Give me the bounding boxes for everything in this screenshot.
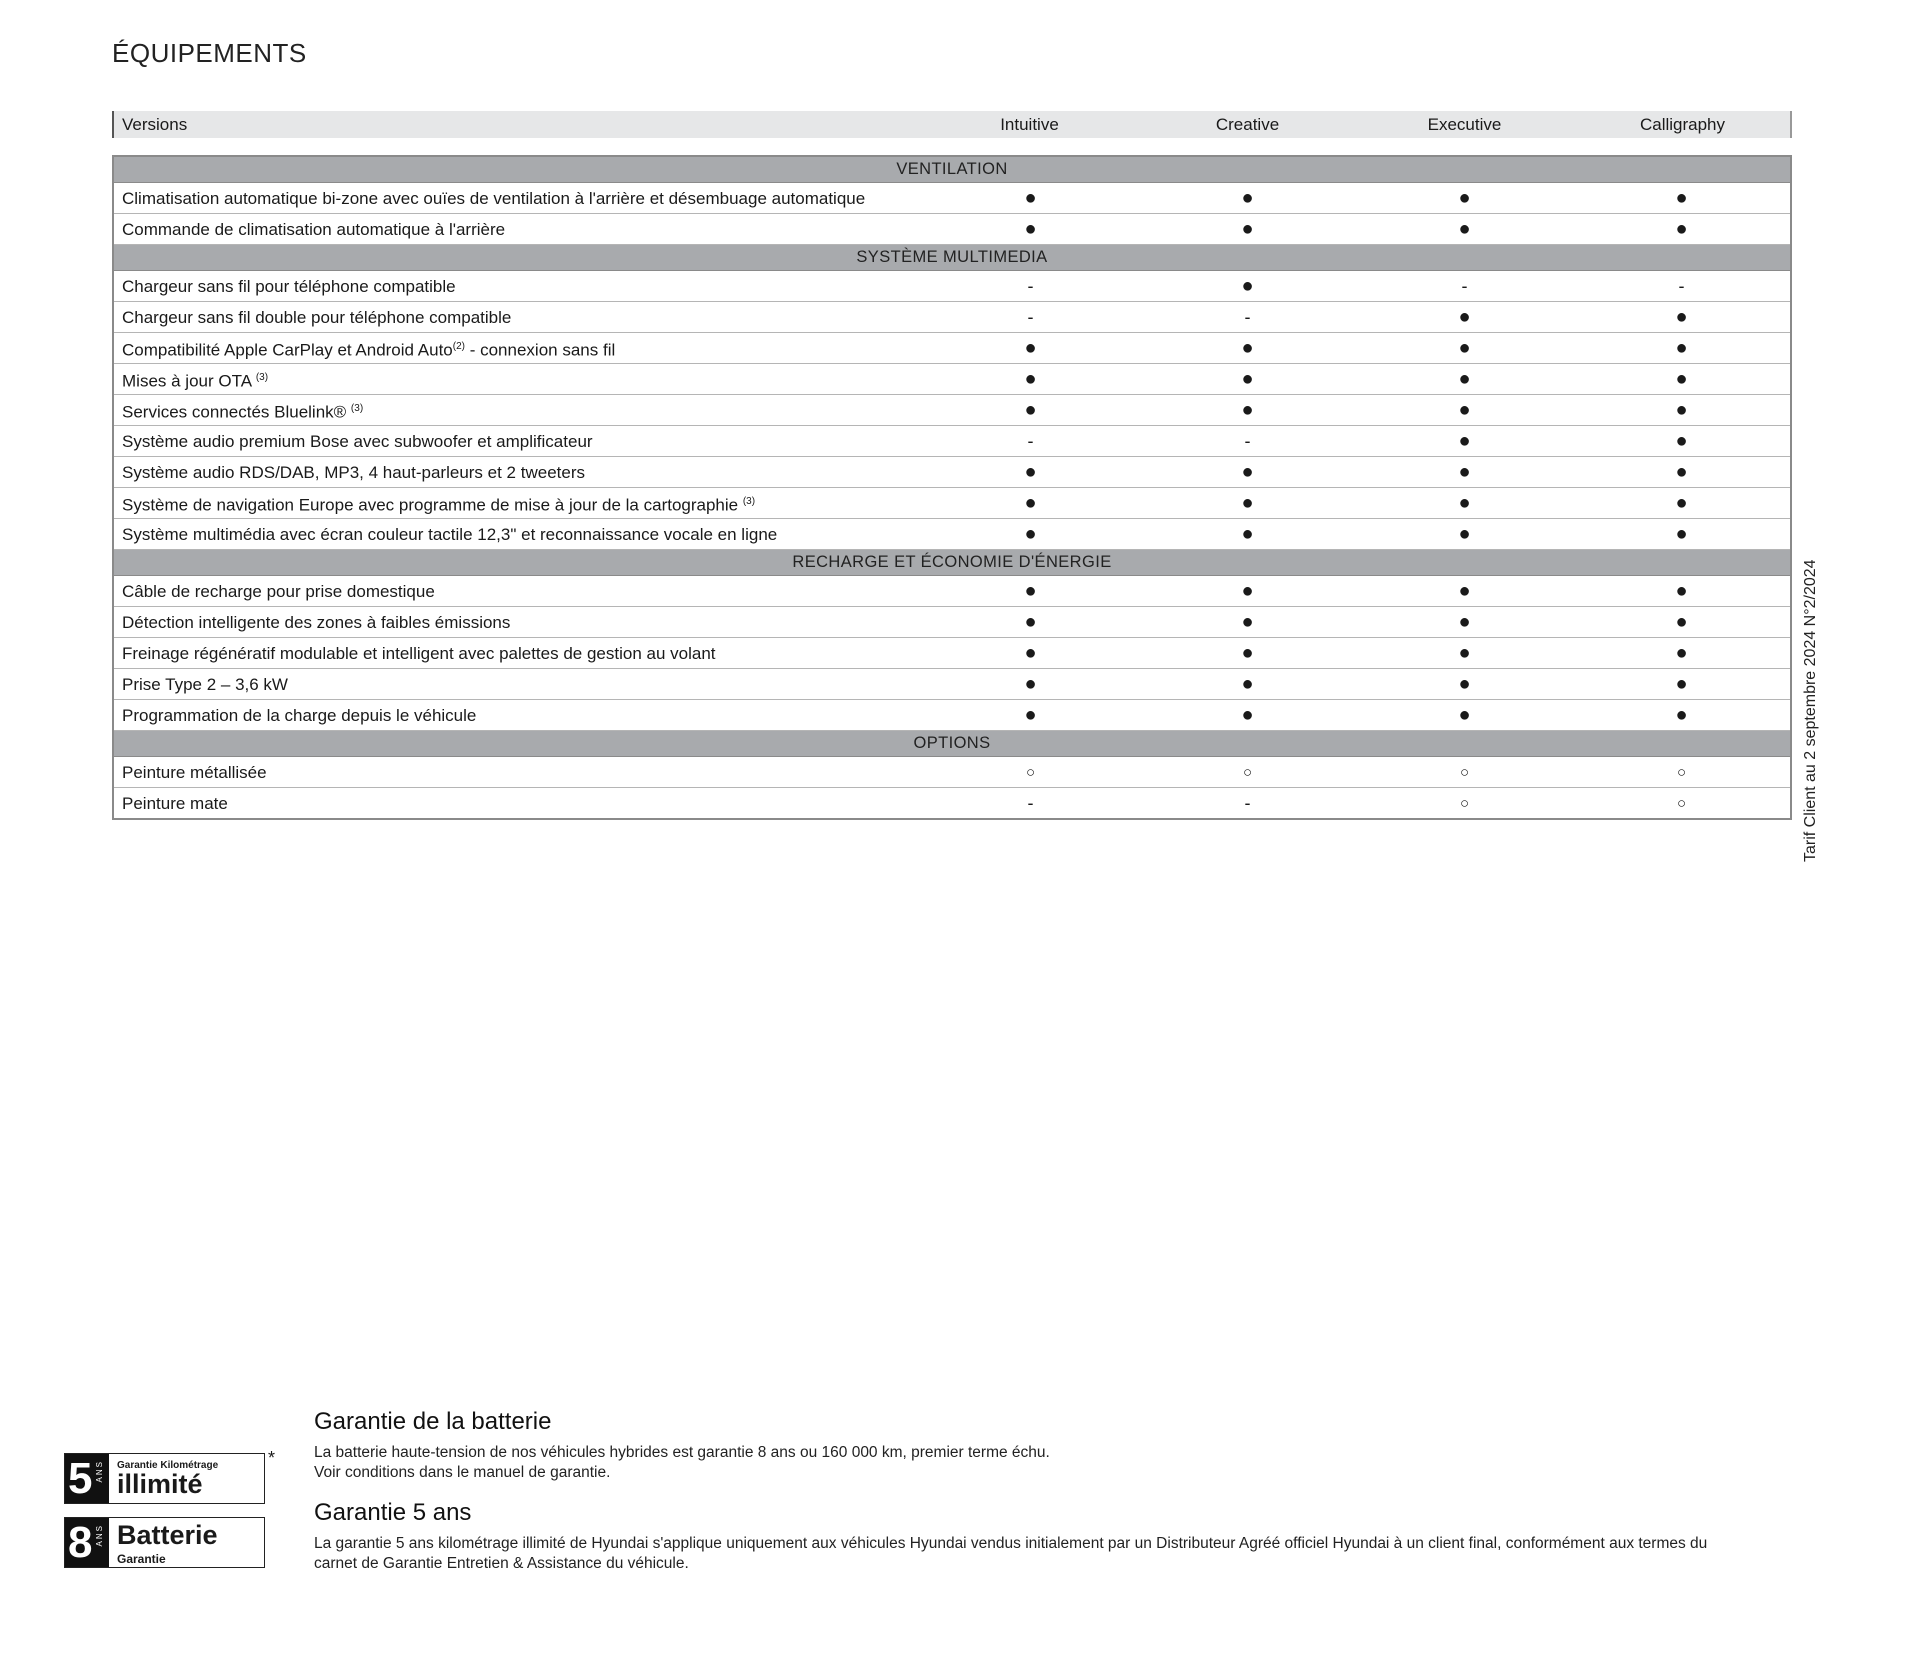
table-row bbox=[113, 183, 1791, 214]
standard-dot-icon: ● bbox=[1573, 364, 1791, 395]
five-year-warranty-line-2: carnet de Garantie Entretien & Assistance du véhicule. bbox=[314, 1555, 689, 1572]
standard-dot-icon: ● bbox=[922, 488, 1139, 519]
option-circle-icon: ○ bbox=[1139, 757, 1356, 788]
table-row bbox=[113, 700, 1791, 731]
feature-label bbox=[113, 183, 922, 214]
not-available-dash: - bbox=[1139, 302, 1356, 333]
standard-dot-icon: ● bbox=[1573, 669, 1791, 700]
feature-label bbox=[113, 607, 922, 638]
feature-label bbox=[113, 457, 922, 488]
standard-dot-icon: ● bbox=[1356, 669, 1573, 700]
feature-label-suffix: - connexion sans fil bbox=[465, 340, 616, 360]
not-available-dash: - bbox=[1139, 426, 1356, 457]
standard-dot-icon: ● bbox=[1139, 214, 1356, 245]
option-circle-icon: ○ bbox=[922, 757, 1139, 788]
standard-dot-icon: ● bbox=[922, 576, 1139, 607]
standard-dot-icon: ● bbox=[922, 333, 1139, 364]
table-row bbox=[113, 302, 1791, 333]
feature-label bbox=[113, 788, 922, 820]
table-row bbox=[113, 669, 1791, 700]
standard-dot-icon: ● bbox=[922, 519, 1139, 550]
standard-dot-icon: ● bbox=[922, 457, 1139, 488]
table-row bbox=[113, 607, 1791, 638]
feature-label-text: Climatisation automatique bi-zone avec ouïes de ventilation à l'arrière et désembuage automatique bbox=[122, 188, 866, 208]
table-row bbox=[113, 395, 1791, 426]
battery-8-years-badge bbox=[64, 1517, 265, 1568]
not-available-dash: - bbox=[922, 788, 1139, 820]
standard-dot-icon: ● bbox=[922, 214, 1139, 245]
standard-dot-icon: ● bbox=[1356, 576, 1573, 607]
feature-label-text: Système de navigation Europe avec programme de mise à jour de la cartographie bbox=[122, 495, 743, 515]
version-calligraphy: Calligraphy bbox=[1639, 115, 1726, 134]
table-row bbox=[113, 519, 1791, 550]
five-year-warranty-line-1: La garantie 5 ans kilométrage illimité de Hyundai s'applique uniquement aux véhicules Hyundai vendus initialement par un Distributeur Agréé officiel Hyundai à un client final, conformément aux termes du bbox=[314, 1535, 1708, 1552]
standard-dot-icon: ● bbox=[1139, 333, 1356, 364]
option-circle-icon: ○ bbox=[1573, 788, 1791, 820]
not-available-dash: - bbox=[1356, 271, 1573, 302]
standard-dot-icon: ● bbox=[1573, 519, 1791, 550]
feature-label bbox=[113, 302, 922, 333]
feature-label bbox=[113, 700, 922, 731]
badge-small-text: Garantie bbox=[117, 1552, 166, 1566]
badge-number: 5 bbox=[65, 1454, 109, 1503]
standard-dot-icon: ● bbox=[1573, 302, 1791, 333]
standard-dot-icon: ● bbox=[1356, 519, 1573, 550]
not-available-dash: - bbox=[922, 271, 1139, 302]
not-available-dash: - bbox=[1573, 271, 1791, 302]
standard-dot-icon: ● bbox=[1573, 700, 1791, 731]
warranty-5-years-badge bbox=[64, 1453, 265, 1504]
equipment-table bbox=[112, 155, 1792, 820]
standard-dot-icon: ● bbox=[1573, 576, 1791, 607]
asterisk: * bbox=[268, 1448, 276, 1468]
table-row bbox=[113, 638, 1791, 669]
feature-label bbox=[113, 364, 922, 395]
standard-dot-icon: ● bbox=[1356, 183, 1573, 214]
feature-label bbox=[113, 669, 922, 700]
table-row bbox=[113, 457, 1791, 488]
versions-header bbox=[112, 111, 1792, 138]
standard-dot-icon: ● bbox=[1573, 457, 1791, 488]
feature-label-text: Programmation de la charge depuis le véhicule bbox=[122, 705, 477, 725]
section-header-row bbox=[113, 156, 1791, 183]
feature-label-text: Détection intelligente des zones à faibles émissions bbox=[122, 612, 511, 632]
section-header-row bbox=[113, 731, 1791, 757]
feature-label-text: Câble de recharge pour prise domestique bbox=[122, 581, 435, 601]
standard-dot-icon: ● bbox=[922, 638, 1139, 669]
feature-label-text: Freinage régénératif modulable et intelligent avec palettes de gestion au volant bbox=[122, 643, 716, 663]
feature-label bbox=[113, 426, 922, 457]
standard-dot-icon: ● bbox=[1139, 519, 1356, 550]
feature-label-text: Services connectés Bluelink® bbox=[122, 402, 351, 422]
section-title: OPTIONS bbox=[113, 731, 1791, 757]
page-title: ÉQUIPEMENTS bbox=[112, 38, 307, 68]
footnote-ref: (3) bbox=[255, 371, 269, 383]
standard-dot-icon: ● bbox=[1573, 607, 1791, 638]
standard-dot-icon: ● bbox=[1573, 333, 1791, 364]
table-row bbox=[113, 426, 1791, 457]
feature-label-text: Système multimédia avec écran couleur tactile 12,3" et reconnaissance vocale en ligne bbox=[122, 524, 778, 544]
battery-warranty-line-1: La batterie haute-tension de nos véhicules hybrides est garantie 8 ans ou 160 000 km, premier terme échu. bbox=[314, 1444, 1050, 1461]
feature-label-text: Commande de climatisation automatique à l'arrière bbox=[122, 219, 506, 239]
version-executive: Executive bbox=[1427, 115, 1502, 134]
standard-dot-icon: ● bbox=[1139, 364, 1356, 395]
standard-dot-icon: ● bbox=[1139, 669, 1356, 700]
standard-dot-icon: ● bbox=[1139, 607, 1356, 638]
table-row bbox=[113, 364, 1791, 395]
standard-dot-icon: ● bbox=[1139, 183, 1356, 214]
feature-label bbox=[113, 271, 922, 302]
standard-dot-icon: ● bbox=[1573, 395, 1791, 426]
section-title: RECHARGE ET ÉCONOMIE D'ÉNERGIE bbox=[113, 550, 1791, 576]
standard-dot-icon: ● bbox=[1356, 488, 1573, 519]
table-row bbox=[113, 333, 1791, 364]
standard-dot-icon: ● bbox=[1356, 214, 1573, 245]
not-available-dash: - bbox=[1139, 788, 1356, 820]
standard-dot-icon: ● bbox=[922, 607, 1139, 638]
standard-dot-icon: ● bbox=[1573, 214, 1791, 245]
feature-label-text: Chargeur sans fil double pour téléphone compatible bbox=[122, 307, 512, 327]
badge-unit: ANS bbox=[95, 1460, 104, 1483]
standard-dot-icon: ● bbox=[1356, 364, 1573, 395]
battery-warranty-heading: Garantie de la batterie bbox=[314, 1408, 552, 1435]
badge-big-text: illimité bbox=[117, 1469, 203, 1499]
battery-warranty-line-2: Voir conditions dans le manuel de garantie. bbox=[314, 1464, 611, 1481]
standard-dot-icon: ● bbox=[1356, 395, 1573, 426]
standard-dot-icon: ● bbox=[1139, 395, 1356, 426]
standard-dot-icon: ● bbox=[1356, 302, 1573, 333]
standard-dot-icon: ● bbox=[1573, 426, 1791, 457]
feature-label-text: Compatibilité Apple CarPlay et Android Auto bbox=[122, 340, 453, 360]
footnote-ref: (3) bbox=[350, 402, 364, 414]
feature-label bbox=[113, 576, 922, 607]
standard-dot-icon: ● bbox=[1356, 457, 1573, 488]
standard-dot-icon: ● bbox=[1139, 700, 1356, 731]
footnote-ref: (2) bbox=[452, 340, 465, 352]
table-row bbox=[113, 576, 1791, 607]
five-year-warranty-heading: Garantie 5 ans bbox=[314, 1499, 472, 1526]
standard-dot-icon: ● bbox=[1139, 638, 1356, 669]
standard-dot-icon: ● bbox=[1356, 700, 1573, 731]
versions-label: Versions bbox=[122, 115, 188, 134]
badge-big-text: Batterie bbox=[117, 1520, 218, 1550]
standard-dot-icon: ● bbox=[1139, 488, 1356, 519]
table-row bbox=[113, 271, 1791, 302]
feature-label bbox=[113, 638, 922, 669]
feature-label bbox=[113, 757, 922, 788]
side-note: Tarif Client au 2 septembre 2024 N°2/2024 bbox=[1802, 559, 1819, 862]
feature-label bbox=[113, 488, 922, 519]
standard-dot-icon: ● bbox=[922, 364, 1139, 395]
standard-dot-icon: ● bbox=[922, 700, 1139, 731]
option-circle-icon: ○ bbox=[1356, 757, 1573, 788]
standard-dot-icon: ● bbox=[1139, 576, 1356, 607]
standard-dot-icon: ● bbox=[1139, 271, 1356, 302]
standard-dot-icon: ● bbox=[922, 183, 1139, 214]
table-row bbox=[113, 214, 1791, 245]
version-intuitive: Intuitive bbox=[1000, 115, 1059, 134]
badge-number: 8 bbox=[65, 1518, 109, 1567]
standard-dot-icon: ● bbox=[1356, 638, 1573, 669]
feature-label-text: Prise Type 2 – 3,6 kW bbox=[122, 674, 288, 694]
not-available-dash: - bbox=[922, 302, 1139, 333]
feature-label bbox=[113, 519, 922, 550]
table-row bbox=[113, 488, 1791, 519]
standard-dot-icon: ● bbox=[1356, 607, 1573, 638]
standard-dot-icon: ● bbox=[1139, 457, 1356, 488]
standard-dot-icon: ● bbox=[1573, 488, 1791, 519]
standard-dot-icon: ● bbox=[922, 395, 1139, 426]
feature-label-text: Peinture métallisée bbox=[122, 762, 267, 782]
section-title: VENTILATION bbox=[113, 156, 1791, 183]
feature-label-text: Système audio premium Bose avec subwoofer et amplificateur bbox=[122, 431, 593, 451]
table-row bbox=[113, 757, 1791, 788]
badge-unit: ANS bbox=[95, 1524, 104, 1547]
standard-dot-icon: ● bbox=[1356, 333, 1573, 364]
option-circle-icon: ○ bbox=[1573, 757, 1791, 788]
feature-label-text: Mises à jour OTA bbox=[122, 371, 256, 391]
feature-label-text: Chargeur sans fil pour téléphone compatible bbox=[122, 276, 456, 296]
section-header-row bbox=[113, 550, 1791, 576]
table-row bbox=[113, 788, 1791, 820]
feature-label bbox=[113, 214, 922, 245]
badge-small-text: Garantie Kilométrage bbox=[117, 1460, 219, 1471]
feature-label bbox=[113, 395, 922, 426]
feature-label-text: Peinture mate bbox=[122, 793, 228, 813]
feature-label bbox=[113, 333, 922, 364]
standard-dot-icon: ● bbox=[1356, 426, 1573, 457]
version-creative: Creative bbox=[1215, 115, 1280, 134]
not-available-dash: - bbox=[922, 426, 1139, 457]
section-title: SYSTÈME MULTIMEDIA bbox=[113, 245, 1791, 271]
footnote-ref: (3) bbox=[742, 495, 756, 507]
option-circle-icon: ○ bbox=[1356, 788, 1573, 820]
standard-dot-icon: ● bbox=[1573, 638, 1791, 669]
standard-dot-icon: ● bbox=[1573, 183, 1791, 214]
section-header-row bbox=[113, 245, 1791, 271]
standard-dot-icon: ● bbox=[922, 669, 1139, 700]
feature-label-text: Système audio RDS/DAB, MP3, 4 haut-parleurs et 2 tweeters bbox=[122, 462, 585, 482]
